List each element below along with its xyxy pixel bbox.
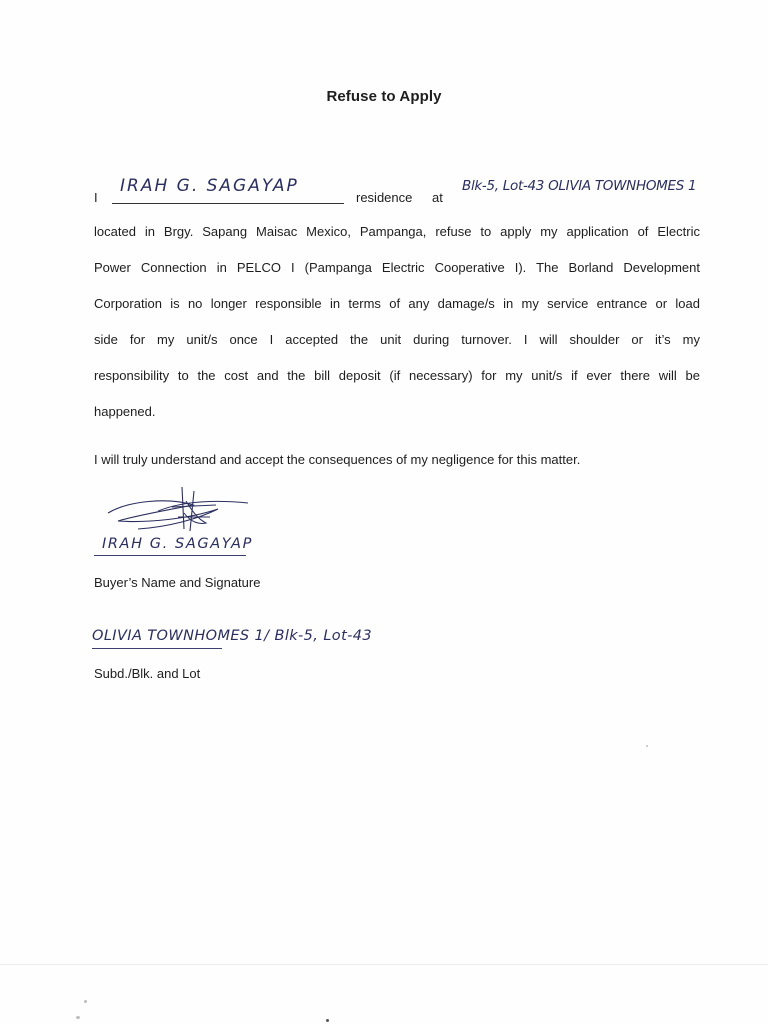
document-title: Refuse to Apply xyxy=(326,88,442,105)
signature-line xyxy=(94,555,246,556)
body-line-5: responsibility to the cost and the bill deposit (if necessary) for my unit/s if ever there will be xyxy=(94,368,700,383)
lot-label: Subd./Blk. and Lot xyxy=(94,666,201,681)
scan-speck xyxy=(76,1016,80,1019)
intro-at: at xyxy=(432,190,443,205)
address-handwritten: Blk-5, Lot-43 OLIVIA TOWNHOMES 1 xyxy=(462,178,697,194)
signature-scribble xyxy=(98,483,258,543)
lot-underline xyxy=(92,648,222,649)
buyer-name-underline xyxy=(112,203,344,204)
scan-speck xyxy=(326,1019,329,1022)
lot-handwritten: OLIVIA TOWNHOMES 1/ Blk-5, Lot-43 xyxy=(92,628,373,644)
body-line-3: Corporation is no longer responsible in terms of any damage/s in my service entrance or load xyxy=(94,296,700,311)
signed-name-handwritten: IRAH G. SAGAYAP xyxy=(102,536,253,552)
scan-edge-line xyxy=(0,964,768,965)
closing-statement: I will truly understand and accept the consequences of my negligence for this matter. xyxy=(94,452,581,467)
scan-speck xyxy=(84,1000,87,1003)
intro-residence: residence xyxy=(356,190,413,205)
body-last-line: happened. xyxy=(94,404,156,419)
intro-prefix: I xyxy=(94,190,98,205)
signature-label: Buyer’s Name and Signature xyxy=(94,575,261,590)
body-line-2: Power Connection in PELCO I (Pampanga Electric Cooperative I). The Borland Development xyxy=(94,260,700,275)
scan-speck xyxy=(646,745,648,747)
body-line-1: located in Brgy. Sapang Maisac Mexico, Pampanga, refuse to apply my application of Electric xyxy=(94,224,700,239)
buyer-name-handwritten: IRAH G. SAGAYAP xyxy=(120,176,299,196)
body-line-4: side for my unit/s once I accepted the unit during turnover. I will shoulder or it’s my xyxy=(94,332,700,347)
